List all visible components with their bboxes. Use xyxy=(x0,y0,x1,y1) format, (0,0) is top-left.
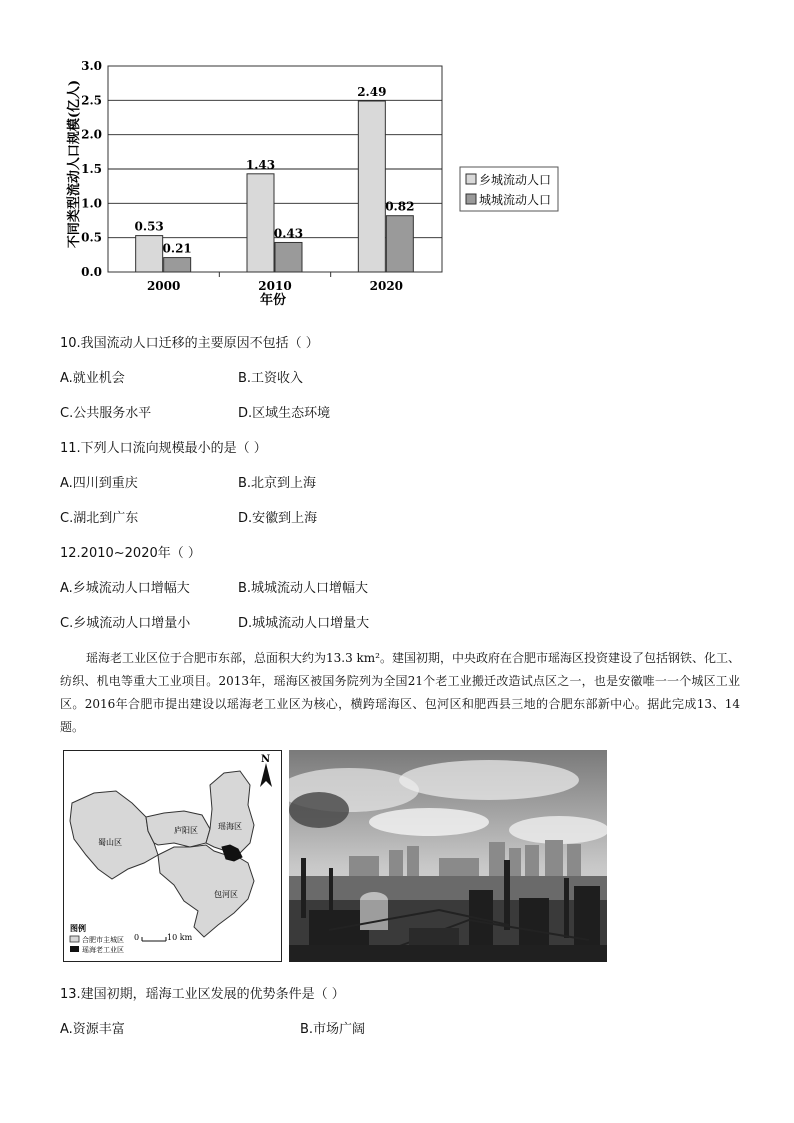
q11-stem: 11.下列人口流向规模最小的是（ ） xyxy=(60,441,267,456)
data-label: 0.43 xyxy=(273,226,304,241)
legend-label-rural: 乡城流动人口 xyxy=(479,173,552,187)
data-label: 0.53 xyxy=(134,219,164,234)
north-arrow-icon xyxy=(260,754,272,787)
q10-option-a: A.就业机会 xyxy=(60,371,125,386)
bar-rural-2000 xyxy=(136,236,163,272)
legend-swatch-urban xyxy=(466,194,476,204)
map-region-yaohai xyxy=(206,771,254,855)
bar-urban-2000 xyxy=(164,258,191,272)
industrial-zone-photo xyxy=(289,750,607,962)
map-legend-swatch-city xyxy=(70,936,79,942)
y-tick-label: 1.0 xyxy=(81,196,102,211)
data-label: 2.49 xyxy=(357,85,387,100)
map-legend-label-city: 合肥市主城区 xyxy=(82,936,124,944)
q11-option-d: D.安徽到上海 xyxy=(238,511,318,526)
svg-text:0: 0 xyxy=(134,933,140,942)
x-tick-label: 2010 xyxy=(258,279,292,293)
chart-panel xyxy=(60,56,564,310)
svg-text:10 km: 10 km xyxy=(167,933,193,942)
district-map xyxy=(63,750,282,962)
data-label: 0.82 xyxy=(385,199,415,214)
map-label-luyang: 庐阳区 xyxy=(174,826,198,835)
x-tick-label: 2000 xyxy=(146,279,181,293)
reading-passage xyxy=(60,647,740,739)
q11-option-c: C.湖北到广东 xyxy=(60,511,139,526)
q12-option-c: C.乡城流动人口增量小 xyxy=(60,616,191,631)
y-tick-label: 2.0 xyxy=(81,127,102,142)
map-legend-label-industrial: 瑶海老工业区 xyxy=(82,946,124,954)
q10-option-c: C.公共服务水平 xyxy=(60,406,152,421)
map-legend-title: 图例 xyxy=(70,923,86,933)
bar-urban-2010 xyxy=(275,242,302,272)
q12-stem: 12.2010~2020年（ ） xyxy=(60,546,201,561)
y-tick-label: 3.0 xyxy=(81,59,102,73)
y-tick-label: 0.0 xyxy=(81,265,102,279)
x-axis-label: 年份 xyxy=(259,293,287,308)
svg-text:N: N xyxy=(261,754,271,765)
q10-option-b: B.工资收入 xyxy=(238,371,304,386)
q10-option-d: D.区域生态环境 xyxy=(238,406,331,421)
bar-urban-2020 xyxy=(386,216,413,272)
q13-option-b: B.市场广阔 xyxy=(300,1022,366,1037)
y-tick-label: 0.5 xyxy=(81,230,102,245)
y-tick-label: 2.5 xyxy=(81,93,102,108)
population-bar-chart xyxy=(60,56,564,310)
bar-rural-2020 xyxy=(358,101,385,272)
map-label-baohe: 包河区 xyxy=(214,890,238,899)
map-legend-swatch-industrial xyxy=(70,946,79,952)
map-label-yaohai: 瑶海区 xyxy=(218,822,242,831)
legend xyxy=(460,167,558,211)
bar-rural-2010 xyxy=(247,174,274,272)
y-tick-label: 1.5 xyxy=(81,162,102,176)
passage-text: 瑶海老工业区位于合肥市东部，总面积大约为13.3 km²。建国初期，中央政府在合肥市瑶海区投资建设了包括钢铁、化工、纺织、机电等重大工业项目。2013年，瑶海区被国务院列为全国21个老工业搬迁改造试点区之一，也是安徽唯一一个城区工业区。2016年合肥市提出建设以瑶海老工业区为核心，横跨瑶海区、包河区和肥西县三地的合肥东部新中心。据此完成13、14题。 xyxy=(60,651,740,734)
q12-option-a: A.乡城流动人口增幅大 xyxy=(60,581,190,596)
data-label: 1.43 xyxy=(245,157,276,172)
map-region-shushan xyxy=(70,791,158,879)
q13-stem: 13.建国初期，瑶海工业区发展的优势条件是（ ） xyxy=(60,987,345,1002)
q10-stem: 10.我国流动人口迁移的主要原因不包括（ ） xyxy=(60,336,319,351)
y-axis-label: 不同类型流动人口规模(亿人) xyxy=(67,79,82,249)
q13-option-a: A.资源丰富 xyxy=(60,1022,125,1037)
q12-option-b: B.城城流动人口增幅大 xyxy=(238,581,369,596)
x-tick-label: 2020 xyxy=(369,279,404,293)
map-label-shushan: 蜀山区 xyxy=(98,838,122,847)
map-region-baohe xyxy=(158,845,254,937)
legend-swatch-rural xyxy=(466,174,476,184)
q11-option-a: A.四川到重庆 xyxy=(60,476,138,491)
legend-label-urban: 城城流动人口 xyxy=(479,193,552,207)
q11-option-b: B.北京到上海 xyxy=(238,476,317,491)
q12-option-d: D.城城流动人口增量大 xyxy=(238,616,370,631)
map-scale-bar xyxy=(134,933,193,942)
data-label: 0.21 xyxy=(162,241,192,256)
